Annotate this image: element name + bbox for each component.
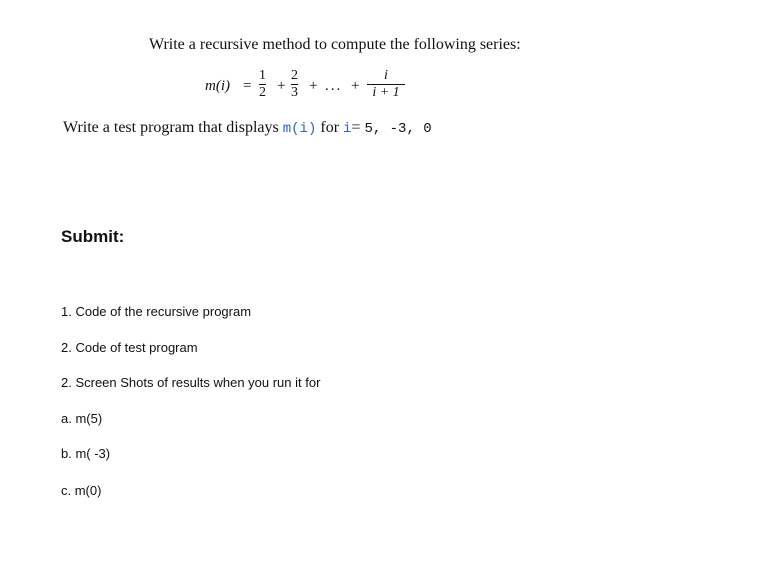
- fraction-last-term: [367, 68, 405, 101]
- submit-subitem: b. m( -3): [61, 446, 111, 461]
- fraction-term-1: [259, 68, 266, 101]
- fraction-term-1-numerator: 1: [259, 68, 266, 83]
- formula-ellipsis: ...: [325, 78, 343, 94]
- formula-plus: +: [351, 78, 360, 94]
- test-equals: =: [351, 119, 361, 136]
- formula-equals: =: [243, 78, 252, 94]
- formula-plus: +: [309, 78, 318, 94]
- submit-subitem: c. m(0): [61, 483, 102, 498]
- code-variable: i: [343, 121, 352, 137]
- submit-subitem: a. m(5): [61, 411, 103, 426]
- formula-plus: +: [277, 78, 286, 94]
- test-for: for: [320, 119, 340, 136]
- formula-lhs: m(i): [205, 78, 230, 94]
- fraction-term-1-denominator: 2: [259, 85, 266, 100]
- submit-item: 2. Screen Shots of results when you run it for: [61, 375, 321, 390]
- fraction-last-denominator: i + 1: [372, 85, 400, 100]
- test-program-instruction: [63, 119, 432, 137]
- fraction-last-numerator: i: [384, 68, 388, 83]
- fraction-term-2: [291, 68, 298, 101]
- test-values: 5, -3, 0: [364, 121, 432, 137]
- code-method-call: m(i): [282, 121, 317, 137]
- fraction-term-2-denominator: 3: [291, 85, 298, 100]
- question-intro: Write a recursive method to compute the following series:: [149, 36, 521, 53]
- test-prefix: Write a test program that displays: [63, 119, 279, 136]
- submit-heading: Submit:: [61, 227, 125, 246]
- submit-item: 2. Code of test program: [61, 340, 198, 355]
- fraction-term-2-numerator: 2: [291, 68, 298, 83]
- submit-item: 1. Code of the recursive program: [61, 304, 252, 319]
